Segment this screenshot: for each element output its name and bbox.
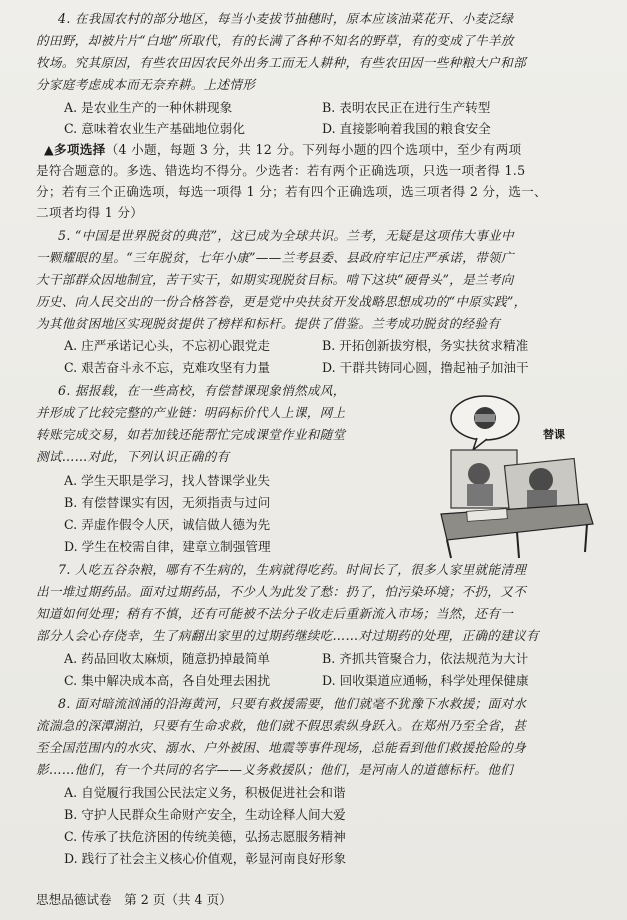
illustration-caption: 替课 — [543, 429, 565, 441]
q7-stem-line-1: 7. 人吃五谷杂粮，哪有不生病的，生病就得吃药。时间长了，很多人家里就能清理 — [58, 562, 527, 577]
q8-stem-line-4: 影……他们，有一个共同的名字——义务救援队；他们，是河南人的道德标杆。他们 — [36, 762, 514, 777]
q8-option-b: B. 守护人民群众生命财产安全，生动诠释人间大爱 — [64, 807, 346, 822]
q6-option-c: C. 弄虚作假令人厌，诚信做人德为先 — [64, 517, 271, 532]
q4-stem-line-2: 的田野，却被片片“白地”所取代，有的长满了各种不知名的野草，有的变成了牛羊放 — [36, 33, 514, 48]
multi-choice-instructions — [44, 140, 521, 159]
q4-stem-line-4: 分家庭考虑成本而无奈弃耕。上述情形 — [36, 77, 256, 92]
multi-choice-text-1: （4 小题，每题 3 分，共 12 分。下列每小题的四个选项中，至少有两项 — [105, 142, 522, 157]
q5-option-d: D. 干群共铸同心圆，撸起袖子加油干 — [322, 360, 529, 375]
q7-stem-line-4: 部分人会心存侥幸，生了病翻出家里的过期药继续吃……对过期药的处理，正确的建议有 — [36, 628, 539, 643]
multi-choice-text-3: 分；若有三个正确选项，每选一项得 1 分；若有四个正确选项，选三项者得 2 分，选一、 — [36, 184, 547, 199]
q8-stem-line-1: 8. 面对暗流汹涌的沿海黄河，只要有救援需要，他们就毫不犹豫下水救援；面对水 — [58, 696, 527, 711]
q7-option-b: B. 齐抓共管聚合力，依法规范为大计 — [322, 651, 529, 666]
q8-option-a: A. 自觉履行我国公民法定义务，积极促进社会和谐 — [64, 785, 346, 800]
q7-stem-line-2: 出一堆过期药品。面对过期药品，不少人为此发了愁：扔了，怕污染环境；不扔，又不 — [36, 584, 526, 599]
q5-option-c: C. 艰苦奋斗永不忘，克难攻坚有力量 — [64, 360, 271, 375]
q4-option-d: D. 直接影响着我国的粮食安全 — [322, 121, 491, 136]
cartoon-illustration — [437, 392, 597, 562]
q4-stem-line-1: 4. 在我国农村的部分地区，每当小麦拔节抽穗时，原本应该油菜花开、小麦泛绿 — [58, 11, 514, 26]
q6-stem-line-3: 转账完成交易，如若加钱还能帮忙完成课堂作业和随堂 — [36, 427, 346, 442]
q7-option-a: A. 药品回收太麻烦，随意扔掉最简单 — [64, 651, 271, 666]
q6-option-b: B. 有偿替课实有因，无须指责与过问 — [64, 495, 271, 510]
q8-stem-line-3: 至全国范围内的水灾、溺水、户外被困、地震等事件现场，总能看到他们救援抢险的身 — [36, 740, 526, 755]
classroom-scene — [441, 450, 593, 558]
q6-stem-line-2: 并形成了比较完整的产业链：明码标价代人上课，网上 — [36, 405, 346, 420]
q5-option-b: B. 开拓创新拔穷根，务实扶贫求精准 — [322, 338, 529, 353]
multi-choice-text-4: 二项者均得 1 分） — [36, 205, 144, 220]
q5-option-a: A. 庄严承诺记心头，不忘初心跟党走 — [64, 338, 271, 353]
q8-option-d: D. 践行了社会主义核心价值观，彰显河南良好形象 — [64, 851, 347, 866]
q7-stem-line-3: 知道如何处理；稍有不慎，还有可能被不法分子收走后重新流入市场；当然，还有一 — [36, 606, 514, 621]
q4-option-b: B. 表明农民正在进行生产转型 — [322, 100, 491, 115]
q4-option-a: A. 是农业生产的一种休耕现象 — [64, 100, 233, 115]
q6-option-d: D. 学生在校需自律，建章立制强管理 — [64, 539, 271, 554]
q6-option-a: A. 学生天职是学习，找人替课学业失 — [64, 473, 271, 488]
q5-stem-line-5: 为其他贫困地区实现脱贫提供了榜样和标杆。提供了借鉴。兰考成功脱贫的经验有 — [36, 316, 501, 331]
q5-stem-line-2: 一颗耀眼的星。“三年脱贫，七年小康”——兰考县委、县政府牢记庄严承诺，带领广 — [36, 250, 514, 265]
q6-stem-line-1: 6. 据报载，在一些高校，有偿替课现象悄然成风， — [58, 383, 346, 398]
q7-option-d: D. 回收渠道应通畅，科学处理保健康 — [322, 673, 529, 688]
q6-stem-line-4: 测试……对此，下列认识正确的有 — [36, 449, 230, 464]
q4-option-c: C. 意味着农业生产基础地位弱化 — [64, 121, 245, 136]
q5-stem-line-3: 大干部群众因地制宜，苦干实干，如期实现脱贫目标。啃下这块“硬骨头”，是兰考向 — [36, 272, 514, 287]
page-footer: 思想品德试卷 第 2 页（共 4 页） — [36, 892, 232, 907]
q4-stem-line-3: 牧场。究其原因，有些农田因农民外出务工而无人耕种，有些农田因一些种粮大户和部 — [36, 55, 526, 70]
q8-option-c: C. 传承了扶危济困的传统美德，弘扬志愿服务精神 — [64, 829, 346, 844]
q7-option-c: C. 集中解决成本高，各自处理去困扰 — [64, 673, 271, 688]
multi-choice-text-2: 是符合题意的。多选、错选均不得分。少选者：若有两个正确选项，只选一项者得 1.5 — [36, 163, 526, 178]
multi-choice-heading: ▲多项选择 — [44, 142, 106, 157]
q8-stem-line-2: 流湍急的深潭湖泊，只要有生命求救，他们就不假思索纵身跃入。在郑州乃至全省，甚 — [36, 718, 526, 733]
q5-stem-line-1: 5. “中国是世界脱贫的典范”，这已成为全球共识。兰考，无疑是这项伟大事业中 — [58, 228, 514, 243]
speech-bubble — [451, 396, 519, 450]
q5-stem-line-4: 历史、向人民交出的一份合格答卷，更是党中央扶贫开发战略思想成功的“中原实践”， — [36, 294, 527, 309]
